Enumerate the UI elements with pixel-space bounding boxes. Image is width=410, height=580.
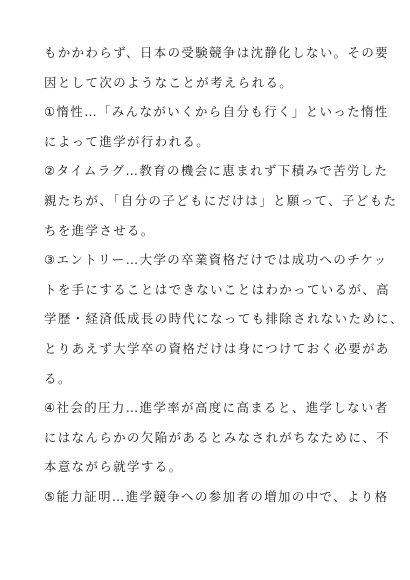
text-line-15: 本意ながら就学する。 (44, 459, 183, 475)
text-line-4: によって進学が行われる。 (44, 133, 211, 149)
text-line-16: ⑤能力証明…進学競争への参加者の増加の中で、より格 (44, 488, 389, 504)
text-line-12: る。 (44, 370, 72, 386)
body-text (44, 38, 404, 512)
text-line-11: とりあえず大学卒の資格だけは身につけておく必要があ (44, 340, 390, 356)
text-line-7: ちを進学させる。 (44, 222, 155, 238)
text-line-3: ①惰性…「みんながいくから自分も行く」といった惰性 (44, 104, 389, 120)
text-line-2: 因として次のようなことが考えられる。 (44, 74, 294, 90)
text-line-8: ③エントリー…大学の卒業資格だけでは成功へのチケッ (44, 252, 388, 268)
text-line-9: トを手にすることはできないことはわかっているが、高 (44, 281, 391, 297)
text-line-13: ④社会的圧力…進学率が高度に高まると、進学しない者 (44, 400, 389, 416)
text-line-6: 親たちが、「自分の子どもにだけは」と願って、子どもた (44, 192, 398, 208)
text-line-14: にはなんらかの欠陥があるとみなされがちなために、不 (44, 429, 391, 445)
text-line-1: もかかわらず、日本の受験競争は沈静化しない。その要 (44, 45, 390, 60)
text-line-5: ②タイムラグ…教育の機会に恵まれず下積みで苦労した (44, 163, 389, 179)
text-line-10: 学歴・経済低成長の時代になっても排除されないために、 (44, 311, 404, 327)
